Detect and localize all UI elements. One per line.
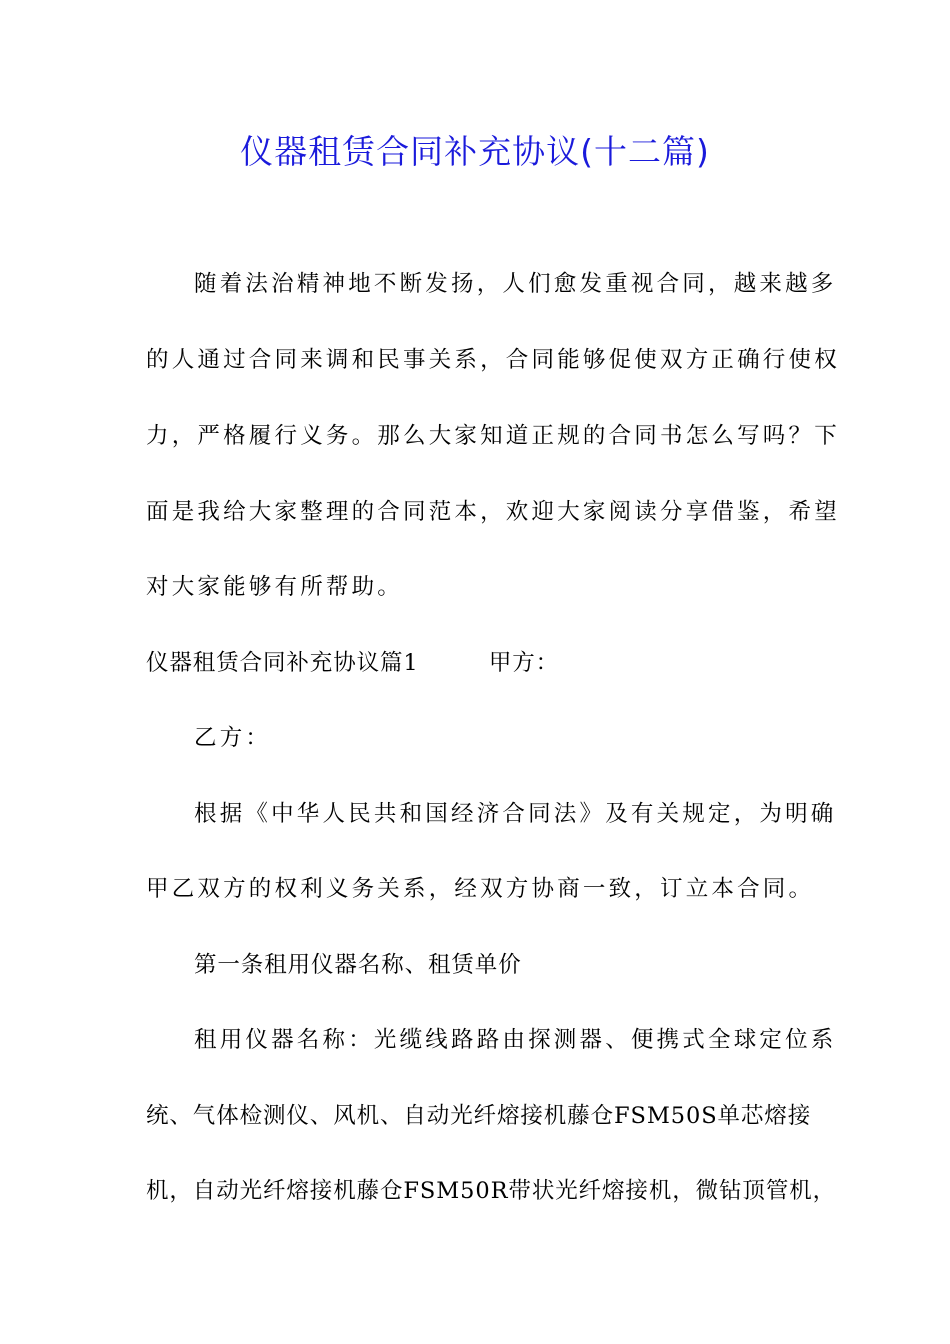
body-line: 统、气体检测仪、风机、自动光纤熔接机藤仓FSM50S单芯熔接 (146, 1103, 812, 1129)
body-line: 的人通过合同来调和民事关系，合同能够促使双方正确行使权 (146, 347, 840, 373)
section-heading-line: 仪器租赁合同补充协议篇1 甲方： (146, 650, 560, 676)
body-line: 力，严格履行义务。那么大家知道正规的合同书怎么写吗？下 (146, 423, 840, 449)
article-heading: 第一条租用仪器名称、租赁单价 (194, 952, 522, 978)
body-line: 面是我给大家整理的合同范本，欢迎大家阅读分享借鉴，希望 (146, 499, 840, 525)
body-line: 机，自动光纤熔接机藤仓FSM50R带状光纤熔接机，微钻顶管机， (146, 1178, 837, 1204)
document-title: 仪器租赁合同补充协议(十二篇) (240, 132, 710, 171)
body-line: 甲乙双方的权利义务关系，经双方协商一致，订立本合同。 (146, 876, 815, 902)
body-line: 根据《中华人民共和国经济合同法》及有关规定，为明确 (194, 801, 837, 827)
party-b-line: 乙方： (194, 725, 272, 751)
body-line: 对大家能够有所帮助。 (146, 574, 404, 600)
body-line: 租用仪器名称：光缆线路路由探测器、便携式全球定位系 (194, 1027, 837, 1053)
body-line: 随着法治精神地不断发扬，人们愈发重视合同，越来越多 (194, 271, 837, 297)
